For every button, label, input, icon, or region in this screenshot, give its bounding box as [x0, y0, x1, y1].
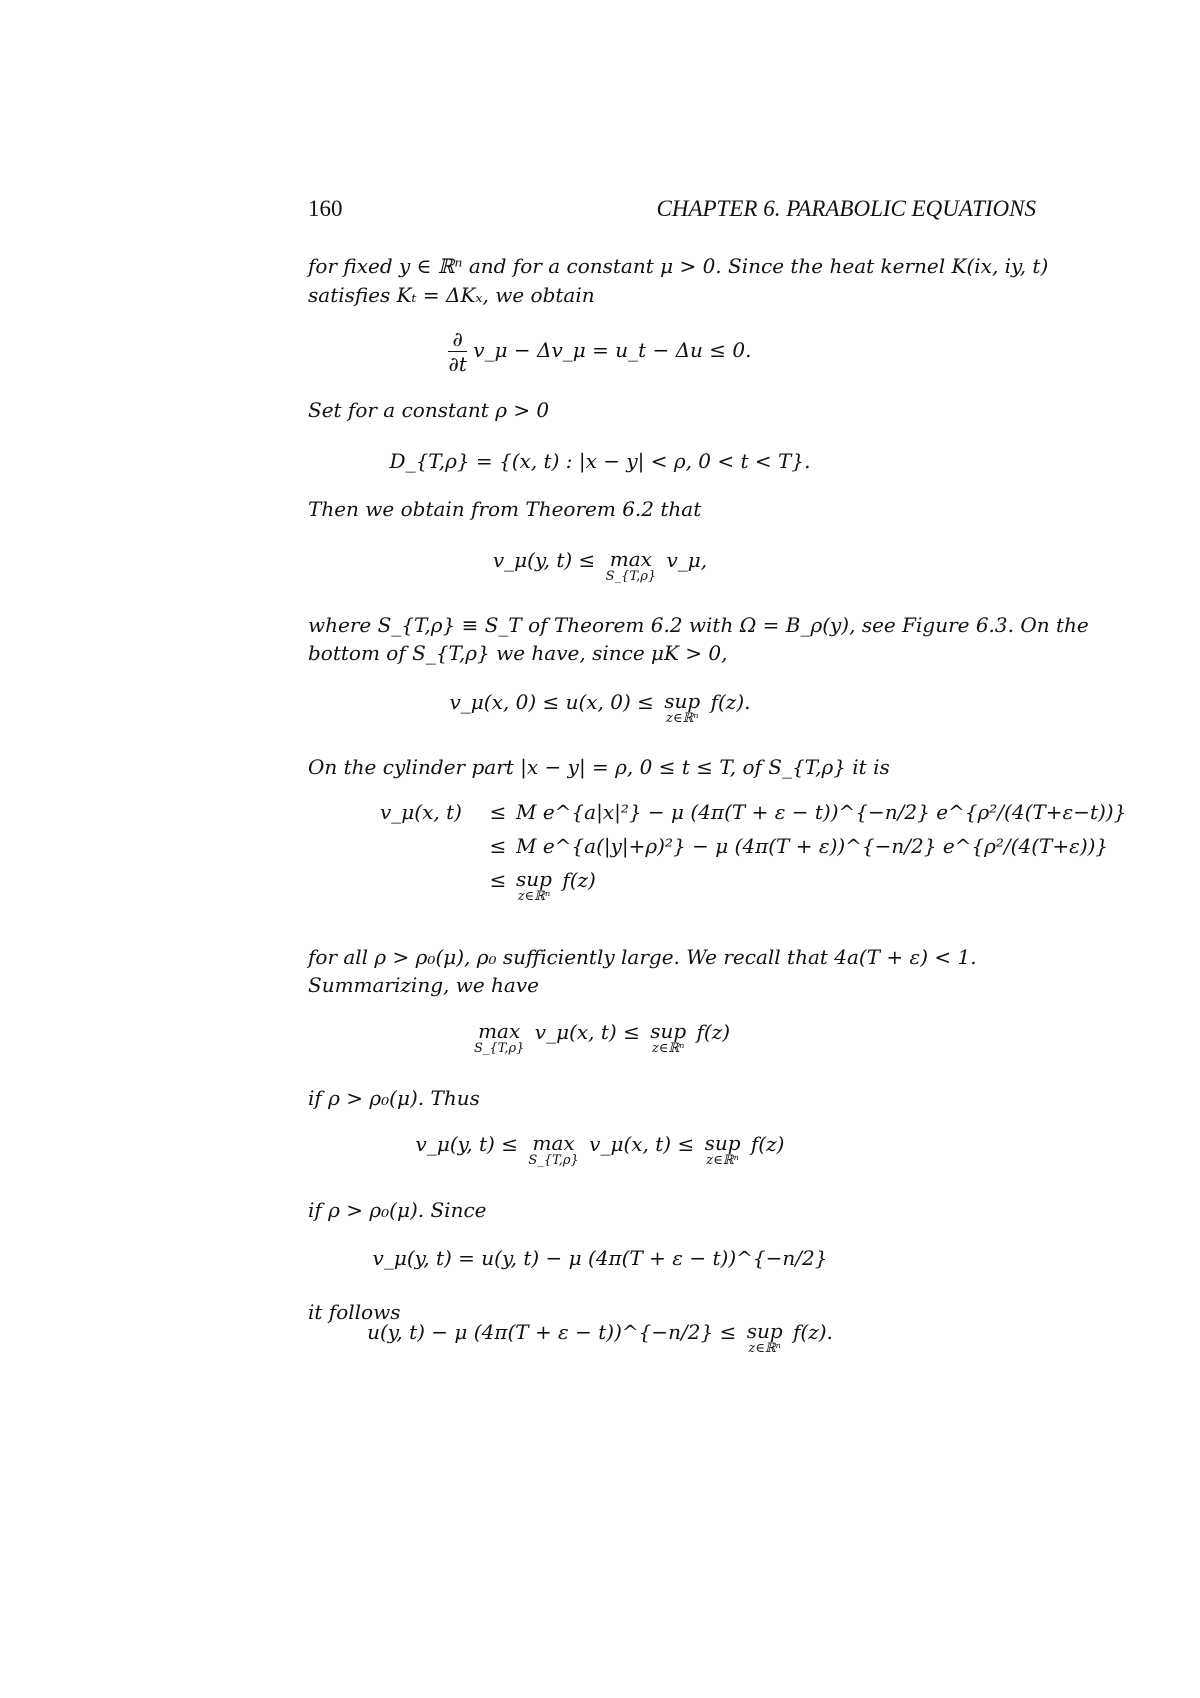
equation-domain: D_{T,ρ} = {(x, t) : |x − y| < ρ, 0 < t < T}.: [389, 449, 811, 473]
paragraph-line: where S_{T,ρ} ≡ S_T of Theorem 6.2 with Ω = B_ρ(y), see Figure 6.3. On the: [308, 613, 1089, 637]
equation-conclusion: [0, 1320, 1200, 1356]
max-operator: [474, 1020, 524, 1056]
equation-text: v_μ(y, t) ≤: [492, 548, 596, 572]
operator-subscript: S_{T,ρ}: [528, 1153, 579, 1168]
equation-thus: [0, 1132, 1200, 1168]
operator-subscript: z∈ℝⁿ: [665, 711, 699, 726]
equation-text: v_μ(x, t) ≤: [589, 1132, 695, 1156]
fraction-denominator: ∂t: [448, 352, 467, 376]
equation-heat-operator: [0, 327, 1200, 376]
operator-subscript: z∈ℝⁿ: [748, 1341, 781, 1356]
equation-text: f(z): [750, 1132, 785, 1156]
operator-label: sup: [650, 1019, 687, 1043]
paragraph-line: bottom of S_{T,ρ} we have, since μK > 0,: [308, 641, 728, 665]
operator-subscript: z∈ℝⁿ: [517, 889, 551, 904]
equation-summary: [0, 1020, 1200, 1056]
equation-text: f(z).: [710, 690, 751, 714]
equation-max-principle: [0, 548, 1200, 584]
sup-operator: [705, 1132, 741, 1168]
array-relation: ≤: [489, 868, 507, 892]
sup-operator: [650, 1020, 686, 1056]
sup-operator: [664, 690, 700, 726]
equation-text: f(z): [562, 868, 596, 892]
equation-text: f(z): [696, 1020, 731, 1044]
array-rhs-line: M e^{a(|y|+ρ)²} − μ (4π(T + ε))^{−n/2} e^{ρ²/(4(T+ε))}: [516, 834, 1109, 858]
operator-subscript: z∈ℝⁿ: [651, 1041, 685, 1056]
equation-text: v_μ(x, 0) ≤ u(x, 0) ≤: [449, 690, 654, 714]
sup-operator: [747, 1320, 783, 1356]
operator-label: sup: [516, 867, 552, 891]
equation-text: v_μ − Δv_μ = u_t − Δu ≤ 0.: [473, 338, 752, 362]
fraction-numerator: ∂: [448, 327, 466, 352]
equation-text: v_μ(y, t) ≤: [415, 1132, 518, 1156]
paragraph-line: Summarizing, we have: [308, 973, 539, 997]
paragraph-line: Set for a constant ρ > 0: [308, 398, 550, 422]
running-title: CHAPTER 6. PARABOLIC EQUATIONS: [656, 196, 1036, 221]
operator-label: sup: [746, 1319, 783, 1343]
equation-text: f(z).: [793, 1320, 833, 1344]
array-relation: ≤: [489, 834, 507, 858]
paragraph-line: it follows: [308, 1300, 401, 1324]
array-relation: ≤: [489, 800, 507, 824]
paragraph-line: for fixed y ∈ ℝⁿ and for a constant μ > 0. Since the heat kernel K(ix, iy, t): [308, 254, 1049, 278]
page-number: 160: [308, 196, 343, 221]
equation-bottom-bound: [0, 690, 1200, 726]
paragraph-line: satisfies Kₜ = ΔKₓ, we obtain: [308, 283, 595, 307]
partial-fraction: [448, 327, 466, 376]
array-lhs: v_μ(x, t): [380, 800, 462, 824]
max-operator: [528, 1132, 578, 1168]
equation-text: u(y, t) − μ (4π(T + ε − t))^{−n/2} ≤: [367, 1320, 737, 1344]
equation-text: v_μ,: [666, 548, 708, 572]
operator-subscript: S_{T,ρ}: [473, 1041, 525, 1056]
array-rhs-line: [516, 868, 1126, 904]
equation-since: v_μ(y, t) = u(y, t) − μ (4π(T + ε − t))^{−n/2}: [372, 1246, 828, 1270]
operator-label: sup: [704, 1131, 741, 1155]
operator-subscript: z∈ℝⁿ: [706, 1153, 739, 1168]
operator-label: sup: [664, 689, 701, 713]
max-operator: [606, 548, 656, 584]
equation-text: v_μ(x, t) ≤: [534, 1020, 640, 1044]
paragraph-line: if ρ > ρ₀(μ). Since: [308, 1198, 487, 1222]
paragraph-line: On the cylinder part |x − y| = ρ, 0 ≤ t ≤ T, of S_{T,ρ} it is: [308, 755, 890, 779]
paragraph-line: Then we obtain from Theorem 6.2 that: [308, 497, 702, 521]
array-rhs-line: M e^{a|x|²} − μ (4π(T + ε − t))^{−n/2} e^{ρ²/(4(T+ε−t))}: [516, 800, 1127, 824]
paragraph-line: if ρ > ρ₀(μ). Thus: [308, 1086, 480, 1110]
equation-array-cylinder: [380, 800, 1126, 904]
operator-subscript: S_{T,ρ}: [605, 569, 657, 584]
paragraph-line: for all ρ > ρ₀(μ), ρ₀ sufficiently large. We recall that 4a(T + ε) < 1.: [308, 945, 977, 969]
sup-operator: [516, 868, 552, 904]
operator-label: max: [609, 547, 652, 571]
operator-label: max: [478, 1019, 521, 1043]
operator-label: max: [532, 1131, 575, 1155]
